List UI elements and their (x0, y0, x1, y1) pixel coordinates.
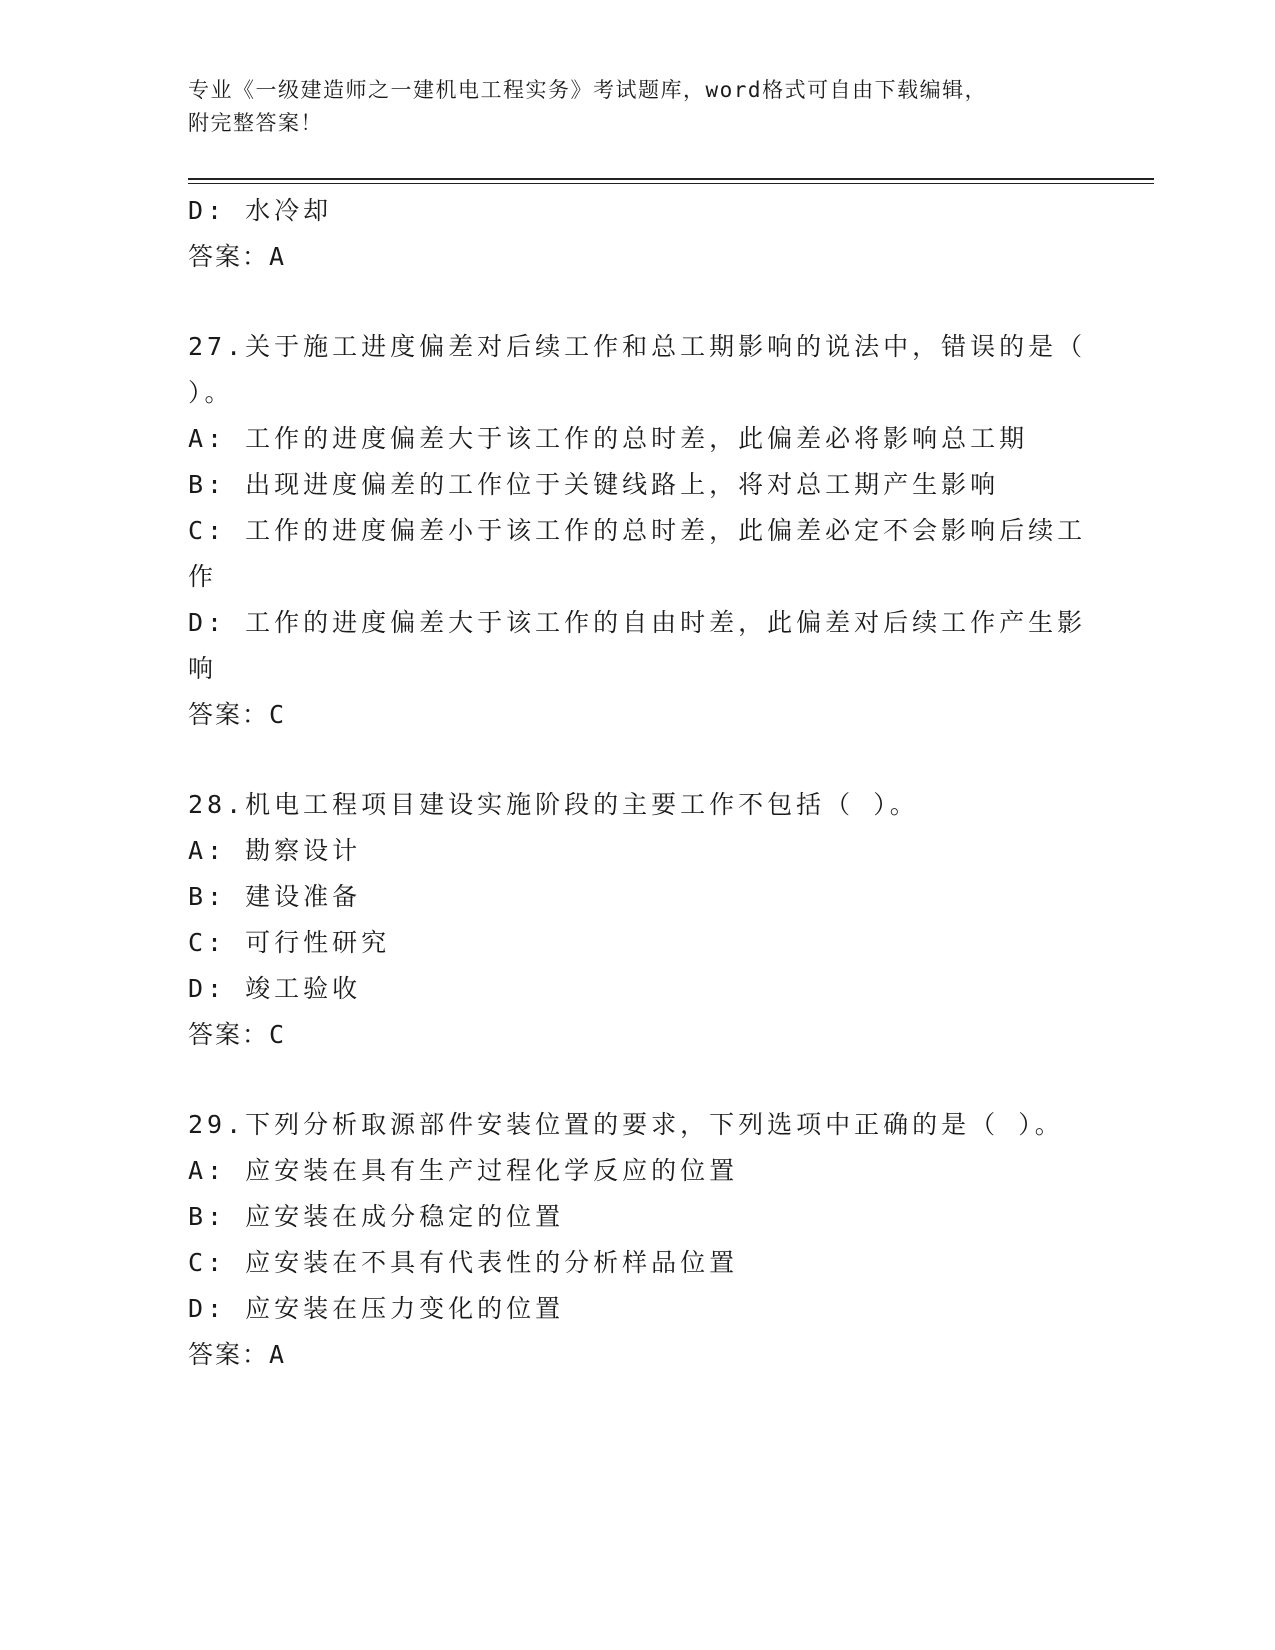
option-b: B: 应安装在成分稳定的位置 (188, 1202, 565, 1231)
header-line-2: 附完整答案！ (188, 111, 323, 135)
option-d: D: 水冷却 (188, 196, 333, 225)
question-29 (188, 1102, 1088, 1378)
option-d: D: 应安装在压力变化的位置 (188, 1294, 565, 1323)
header-line-1: 专业《一级建造师之一建机电工程实务》考试题库，word格式可自由下载编辑， (188, 78, 988, 102)
option-d-continued: 响 (188, 654, 218, 683)
answer: 答案：A (188, 242, 287, 271)
answer: 答案：C (188, 700, 287, 729)
previous-question-tail (188, 188, 1088, 280)
question-stem: 28.机电工程项目建设实施阶段的主要工作不包括（ ）。 (188, 790, 919, 819)
question-stem: 27.关于施工进度偏差对后续工作和总工期影响的说法中，错误的是（ (188, 332, 1087, 361)
question-28 (188, 782, 1088, 1058)
document-header (188, 74, 1068, 140)
header-divider-thin (188, 183, 1154, 184)
question-stem: 29.下列分析取源部件安装位置的要求，下列选项中正确的是（ ）。 (188, 1110, 1064, 1139)
header-divider-thick (188, 178, 1154, 180)
option-a: A: 应安装在具有生产过程化学反应的位置 (188, 1156, 739, 1185)
option-c: C: 工作的进度偏差小于该工作的总时差，此偏差必定不会影响后续工 (188, 516, 1087, 545)
answer: 答案：C (188, 1020, 287, 1049)
option-a: A: 工作的进度偏差大于该工作的总时差，此偏差必将影响总工期 (188, 424, 1029, 453)
option-c: C: 可行性研究 (188, 928, 391, 957)
option-c: C: 应安装在不具有代表性的分析样品位置 (188, 1248, 739, 1277)
option-d: D: 工作的进度偏差大于该工作的自由时差，此偏差对后续工作产生影 (188, 608, 1087, 637)
option-c-continued: 作 (188, 562, 218, 591)
question-27 (188, 324, 1088, 738)
question-stem-continued: ）。 (188, 378, 234, 407)
option-b: B: 建设准备 (188, 882, 362, 911)
option-b: B: 出现进度偏差的工作位于关键线路上，将对总工期产生影响 (188, 470, 1000, 499)
answer: 答案：A (188, 1340, 287, 1369)
option-d: D: 竣工验收 (188, 974, 362, 1003)
option-a: A: 勘察设计 (188, 836, 362, 865)
question-content (188, 188, 1088, 1378)
